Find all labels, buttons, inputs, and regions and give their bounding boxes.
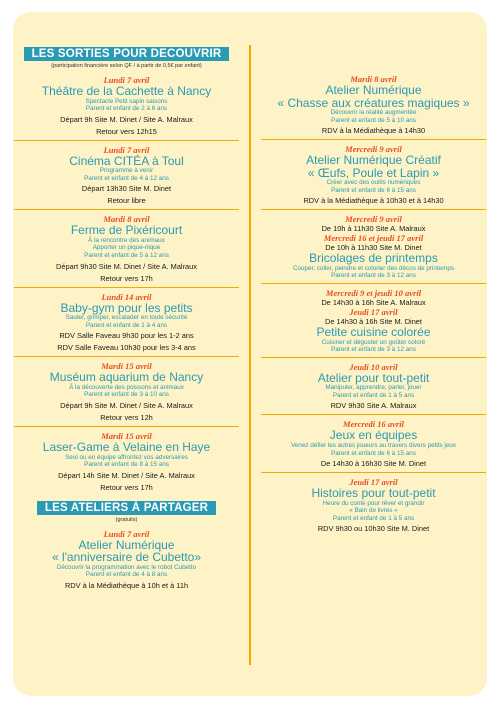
event-date: Mardi 8 avril — [350, 74, 397, 84]
event-schedule: De 14h30 à 16h30 Site M. Dinet — [320, 459, 427, 469]
event-title: « Chasse aux créatures magiques » — [277, 95, 470, 110]
event-schedule: De 14h30 à 16h Site A. Malraux — [321, 298, 426, 308]
event-schedule: Retour libre — [107, 196, 146, 206]
right-events — [261, 70, 486, 537]
event-title: Cinéma CITÉA à Toul — [69, 153, 184, 168]
event-schedule: Retour vers 17h — [100, 273, 153, 283]
event-description: Manipuler, apprendre, parler, jouer — [325, 384, 422, 392]
event-date: Mercredi 9 avril — [345, 214, 402, 225]
event-schedule: RDV Salle Faveau 9h30 pour les 1-2 ans — [59, 331, 194, 341]
event-description: Parent et enfant de 2 à 6 ans — [85, 105, 168, 113]
event-schedule: De 10h à 11h30 Site M. Dinet — [325, 243, 422, 253]
event-title: Atelier Numérique — [325, 83, 422, 97]
event-date: Lundi 7 avril — [103, 144, 150, 155]
event-item — [14, 288, 239, 358]
event-item — [261, 140, 486, 210]
event-item — [261, 210, 486, 284]
event-description: Parent et enfant de 3 à 12 ans — [331, 346, 416, 354]
event-item — [14, 427, 239, 496]
ateliers-note: (gratuits) — [115, 516, 138, 523]
event-date: Jeudi 17 avril — [349, 307, 398, 318]
right-column — [261, 70, 486, 537]
event-schedule: Départ 9h Site M. Dinet / Site A. Malraux — [60, 401, 193, 411]
event-description: Parent et enfant de 3 à 10 ans — [84, 391, 169, 399]
event-date: Mardi 15 avril — [101, 431, 152, 442]
event-item — [14, 357, 239, 427]
event-title: Baby-gym pour les petits — [60, 300, 193, 315]
event-date: Lundi 7 avril — [103, 528, 150, 539]
event-title: Ferme de Pixéricourt — [70, 223, 183, 238]
event-description: Parent et enfant de 4 à 8 ans — [85, 571, 168, 579]
event-date: Lundi 7 avril — [103, 75, 150, 85]
left-atelier — [14, 525, 239, 594]
left-column — [14, 44, 239, 594]
event-description: Spectacle Petit sapin saisons — [85, 97, 168, 105]
event-schedule: RDV Salle Faveau 10h30 pour les 3-4 ans — [57, 343, 196, 353]
event-schedule: RDV à la Médiathèque à 10h et à 11h — [64, 580, 189, 590]
event-description: Parent et enfant de 5 à 10 ans — [331, 116, 416, 124]
event-title: Jeux en équipes — [329, 428, 418, 443]
event-title: Laser-Game à Velaine en Haye — [42, 440, 211, 455]
event-title: Théâtre de la Cachette à Nancy — [41, 84, 212, 98]
event-item — [261, 358, 486, 416]
event-title: Atelier pour tout-petit — [317, 370, 430, 385]
event-item — [261, 70, 486, 140]
event-date: Mercredi 9 avril — [345, 144, 402, 155]
event-description: Parent et enfant de 5 à 12 ans — [84, 252, 169, 260]
event-description: Parent et enfant de 4 à 12 ans — [84, 174, 169, 182]
event-description: Découvrir la programmation avec le robot Cubetto — [56, 563, 197, 571]
event-date: Mercredi 9 et jeudi 10 avril — [325, 288, 422, 299]
event-item — [14, 525, 239, 594]
event-date: Jeudi 10 avril — [349, 361, 398, 372]
event-date: Mercredi 16 avril — [343, 419, 404, 430]
event-schedule: RDV 9h30 Site A. Malraux — [330, 401, 417, 411]
sorties-header: LES SORTIES POUR DECOUVRIR — [24, 47, 230, 61]
event-item — [261, 284, 486, 358]
sorties-note: (participation financière selon QF / à partir de 0,5€ par enfant) — [51, 63, 202, 69]
event-title: « l'anniversaire de Cubetto» — [51, 550, 202, 565]
event-description: Parent et enfant de 8 à 15 ans — [84, 461, 169, 469]
event-schedule: RDV 9h30 ou 10h30 Site M. Dinet — [317, 524, 430, 534]
event-description: Heure du conte pour rêver et grandir — [322, 499, 425, 507]
event-description: Parent et enfant de 6 à 15 ans — [331, 449, 416, 457]
event-description: Venez défier les autres joueurs au travers divers petits jeux — [291, 441, 456, 449]
event-item — [14, 71, 239, 141]
event-schedule: De 10h à 11h30 Site A. Malraux — [321, 224, 426, 234]
event-schedule: RDV à la Médiathèque à 10h30 et à 14h30 — [303, 196, 444, 206]
event-title: Bricolages de printemps — [309, 251, 438, 266]
event-item — [14, 141, 239, 211]
event-description: À la découverte des poissons et animaux — [69, 383, 184, 391]
event-description: Apporter un pique-nique — [92, 244, 161, 252]
event-description: Parent et enfant de 1 à 4 ans — [85, 321, 168, 329]
event-title: Atelier Numérique Créatif — [306, 153, 441, 168]
event-schedule: Retour vers 12h15 — [96, 126, 157, 136]
event-title: Muséum aquarium de Nancy — [49, 370, 204, 385]
event-date: Mercredi 16 et jeudi 17 avril — [323, 233, 424, 244]
event-description: Programme à venir — [99, 167, 154, 175]
event-title: Petite cuisine colorée — [316, 325, 431, 340]
event-description: Parent et enfant de 3 à 12 ans — [331, 272, 416, 280]
event-description: Couper, coller, peindre et colorier des décos de printemps — [292, 264, 454, 272]
event-schedule: De 14h30 à 16h Site M. Dinet — [325, 317, 422, 327]
event-title: Histoires pour tout-petit — [311, 486, 436, 501]
event-date: Mardi 15 avril — [101, 361, 152, 372]
ateliers-header: LES ATELIERS À PARTAGER — [37, 501, 216, 515]
event-item — [261, 415, 486, 473]
column-divider — [249, 45, 251, 665]
event-item — [261, 473, 486, 537]
left-events — [14, 71, 239, 496]
event-date: Mardi 8 avril — [103, 214, 150, 225]
event-description: Parent et enfant de 1 à 5 ans — [332, 391, 415, 399]
event-item — [14, 210, 239, 287]
event-schedule: Retour vers 17h — [100, 482, 153, 492]
event-description: Seul ou en équipe affrontez vos adversaires — [65, 453, 188, 461]
event-description: « Bain de livres » — [349, 507, 398, 515]
event-description: Sauter, grimper, escalader en toute sécurité — [65, 314, 188, 322]
event-schedule: Retour vers 12h — [100, 413, 153, 423]
event-title: Atelier Numérique — [78, 537, 175, 552]
event-description: Cuisiner et déguster un goûter coloré — [321, 338, 426, 346]
event-schedule: Départ 9h30 Site M. Dinet / Site A. Malraux — [56, 261, 197, 271]
event-description: Parent et enfant de 1 à 5 ans — [332, 514, 415, 522]
event-date: Jeudi 17 avril — [349, 477, 398, 488]
event-description: Découvrir la réalité augmentée — [330, 109, 417, 116]
event-schedule: RDV à la Médiathèque à 14h30 — [321, 126, 426, 136]
event-schedule: Départ 9h Site M. Dinet / Site A. Malraux — [60, 114, 193, 124]
event-title: « Œufs, Poule et Lapin » — [307, 165, 440, 180]
event-description: Créer avec des outils numériques — [326, 179, 421, 187]
event-schedule: Départ 14h Site M. Dinet / Site A. Malraux — [58, 470, 195, 480]
event-description: Parent et enfant de 6 à 15 ans — [331, 186, 416, 194]
event-description: À la rencontre des animaux — [88, 236, 165, 244]
event-schedule: Départ 13h30 Site M. Dinet — [81, 184, 172, 194]
event-date: Lundi 14 avril — [101, 291, 152, 302]
